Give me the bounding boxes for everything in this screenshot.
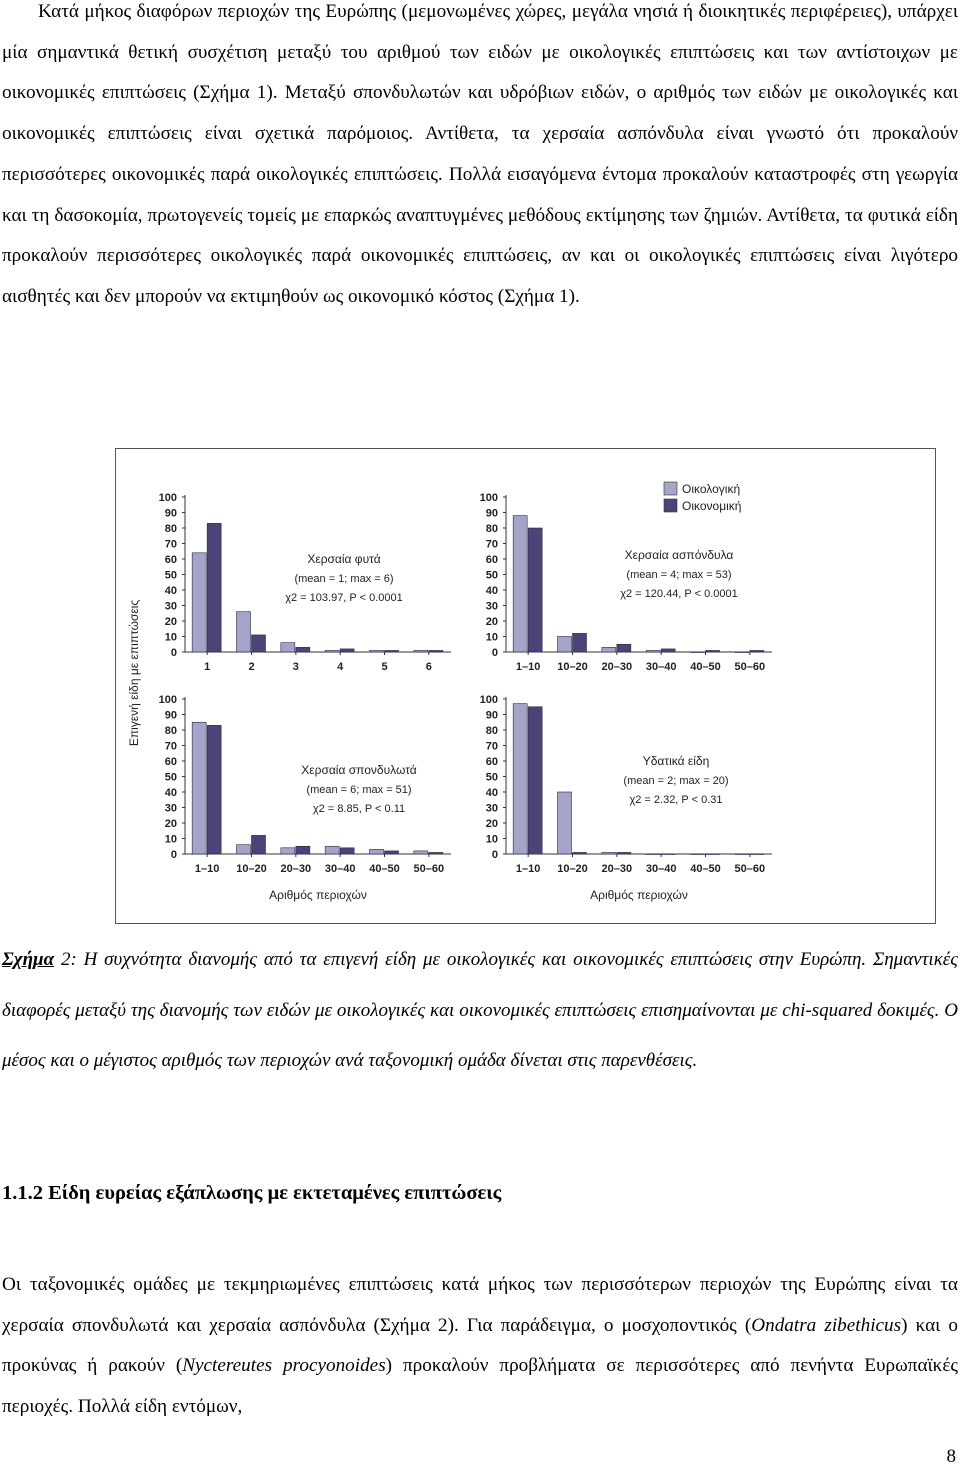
bar-ecological: [513, 704, 527, 854]
bar-ecological: [192, 553, 206, 652]
bar-economic: [252, 635, 266, 652]
y-tick-label: 90: [164, 507, 177, 520]
panel-title: Χερσαία ασπόνδυλα: [624, 548, 734, 562]
x-tick-label: 3: [292, 661, 299, 673]
x-tick-label: 10–20: [236, 863, 267, 875]
x-tick-label: 10–20: [557, 661, 588, 673]
section-text-part-3: ) προκαλούν προβλήματα σε περισσότερες από πενήντα Ευρωπαϊκές περιοχές. Πολλά είδη εντόμων,: [2, 1355, 958, 1418]
bar-economic: [340, 649, 354, 652]
bar-ecological: [370, 849, 384, 854]
y-tick-label: 30: [164, 600, 177, 613]
bar-ecological: [558, 637, 572, 653]
y-tick-label: 100: [479, 492, 498, 504]
y-tick-label: 50: [485, 771, 498, 784]
bar-economic: [429, 852, 443, 854]
y-tick-label: 40: [164, 787, 177, 799]
legend-label-ecological: Οικολογική: [682, 482, 741, 496]
section-text-part-1: Οι ταξονομικές ομάδες με τεκμηριωμένες επιπτώσεις κατά μήκος των περισσότερων περιοχών της Ευρώπης είναι τα χερσαία σπονδυλωτά και χερσαία ασπόνδυλα (Σχήμα 2). Για παράδειγμα, ο μοσχοποντικός (: [2, 1274, 958, 1336]
bar-ecological: [414, 851, 428, 854]
x-tick-label: 40–50: [369, 863, 400, 875]
bar-economic: [617, 644, 631, 652]
y-tick-label: 20: [164, 616, 177, 628]
x-tick-label: 1: [204, 661, 211, 673]
y-tick-label: 80: [485, 523, 498, 535]
bar-ecological: [646, 854, 660, 855]
figure-2: [115, 448, 936, 924]
figure-caption: [2, 935, 958, 1087]
y-tick-label: 90: [164, 709, 177, 722]
panel-stats-chi-squared: χ2 = 120.44, P < 0.0001: [620, 588, 738, 600]
x-tick-label: 2: [248, 661, 255, 673]
y-tick-label: 90: [485, 709, 498, 722]
y-tick-label: 60: [164, 756, 177, 768]
y-tick-label: 60: [485, 756, 498, 768]
x-tick-label: 40–50: [690, 863, 721, 875]
panel-stats-mean-max: (mean = 1; max = 6): [294, 573, 394, 585]
y-tick-label: 40: [164, 585, 177, 597]
x-tick-label: 20–30: [280, 863, 312, 875]
bar-economic: [528, 707, 542, 854]
y-tick-label: 80: [485, 725, 498, 737]
x-tick-label: 50–60: [734, 661, 766, 673]
y-tick-label: 50: [164, 771, 177, 784]
species-name-1: Ondatra zibethicus: [751, 1314, 902, 1336]
bar-economic: [385, 851, 399, 854]
y-tick-label: 70: [485, 740, 498, 753]
x-tick-label: 1–10: [194, 863, 220, 875]
x-tick-label: 10–20: [557, 863, 588, 875]
species-name-2: Nyctereutes procyonoides: [182, 1355, 386, 1377]
bar-economic: [750, 650, 764, 652]
y-tick-label: 100: [479, 694, 498, 706]
bar-ecological: [281, 848, 295, 854]
x-tick-label: 5: [381, 661, 388, 673]
bar-ecological: [237, 845, 251, 854]
y-tick-label: 30: [485, 600, 498, 613]
bar-economic: [661, 854, 675, 855]
panel-stats-mean-max: (mean = 4; max = 53): [626, 569, 732, 581]
x-tick-label: 6: [425, 661, 432, 673]
y-tick-label: 40: [485, 787, 498, 799]
bar-economic: [573, 852, 587, 854]
bar-ecological: [325, 846, 339, 854]
section-paragraph: [2, 1265, 958, 1428]
bar-economic: [706, 854, 720, 855]
y-tick-label: 80: [164, 523, 177, 535]
x-axis-label: Αριθμός περιοχών: [590, 888, 688, 902]
y-tick-label: 70: [164, 740, 177, 753]
panel-stats-chi-squared: χ2 = 8.85, P < 0.11: [312, 803, 406, 815]
bar-economic: [429, 650, 443, 652]
y-tick-label: 0: [170, 647, 177, 659]
intro-paragraph: Κατά μήκος διαφόρων περιοχών της Ευρώπης (μεμονωμένες χώρες, μεγάλα νησιά ή διοικητικές περιφέρειες), υπάρχει μία σημαντικά θετική συσχέτιση μεταξύ του αριθμού των ειδών με οικολογικές επιπτώσεις και των αντίστοιχων με οικονομικές επιπτώσεις (Σχήμα 1). Μεταξύ σπονδυλωτών και υδρόβιων ειδών, ο αριθμός των ειδών με οικολογικές και οικονομικές επιπτώσεις είναι σχετικά παρόμοιος. Αντίθετα, τα χερσαία ασπόνδυλα είναι γνωστό ότι προκαλούν περισσότερες οικονομικές παρά οικολογικές επιπτώσεις. Πολλά εισαγόμενα έντομα προκαλούν καταστροφές στη γεωργία και τη δασοκομία, πρωτογενείς τομείς με επαρκώς αναπτυγμένες μεθόδους εκτίμησης των ζημιών. Αντίθετα, τα φυτικά είδη προκαλούν περισσότερες οικολογικές παρά οικονομικές επιπτώσεις, αν και οι οικολογικές επιπτώσεις είναι λιγότερο αισθητές και δεν μπορούν να εκτιμηθούν ως οικονομικό κόστος (Σχήμα 1).: [2, 1, 958, 307]
bar-economic: [573, 633, 587, 652]
x-tick-label: 1–10: [515, 863, 541, 875]
y-tick-label: 10: [164, 631, 177, 644]
legend-swatch-ecological: [664, 482, 677, 495]
y-tick-label: 50: [485, 569, 498, 582]
section-heading: 1.1.2 Είδη ευρείας εξάπλωσης με εκτεταμένες επιπτώσεις: [2, 1182, 502, 1204]
panel-stats-mean-max: (mean = 6; max = 51): [306, 784, 412, 796]
y-tick-label: 90: [485, 507, 498, 520]
legend-swatch-economic: [664, 499, 677, 512]
x-tick-label: 30–40: [645, 661, 677, 673]
bar-ecological: [192, 722, 206, 854]
y-tick-label: 100: [158, 492, 177, 504]
bar-economic: [296, 846, 310, 854]
page-number: 8: [946, 1446, 956, 1467]
x-tick-label: 4: [337, 661, 344, 673]
y-tick-label: 60: [164, 554, 177, 566]
bar-economic: [207, 523, 221, 652]
bar-economic: [252, 835, 266, 854]
y-tick-label: 50: [164, 569, 177, 582]
panel-stats-chi-squared: χ2 = 2.32, P < 0.31: [629, 794, 723, 806]
x-tick-label: 20–30: [601, 863, 633, 875]
section-text-part-2: ) και ο προκύνας ή ρακούν (: [2, 1314, 958, 1377]
x-tick-label: 30–40: [324, 863, 356, 875]
y-tick-label: 0: [170, 849, 177, 861]
panel-title: Υδατικά είδη: [642, 754, 710, 768]
y-tick-label: 40: [485, 585, 498, 597]
figure-2-chart: [116, 449, 937, 925]
y-tick-label: 20: [485, 616, 498, 628]
y-tick-label: 70: [164, 538, 177, 551]
bar-economic: [617, 852, 631, 854]
y-tick-label: 0: [491, 849, 498, 861]
bar-ecological: [325, 650, 339, 652]
y-tick-label: 30: [164, 802, 177, 815]
x-tick-label: 20–30: [601, 661, 633, 673]
bar-ecological: [691, 854, 705, 855]
y-tick-label: 100: [158, 694, 177, 706]
bar-ecological: [513, 516, 527, 652]
bar-ecological: [558, 792, 572, 854]
bar-ecological: [414, 650, 428, 652]
bar-economic: [750, 854, 764, 855]
panel-stats-mean-max: (mean = 2; max = 20): [623, 775, 729, 787]
x-axis-label: Αριθμός περιοχών: [269, 888, 367, 902]
x-tick-label: 1–10: [515, 661, 541, 673]
y-tick-label: 10: [164, 833, 177, 846]
caption-label: Σχήμα: [2, 949, 55, 970]
bar-economic: [661, 649, 675, 652]
y-tick-label: 20: [485, 818, 498, 830]
bar-ecological: [370, 650, 384, 652]
bar-economic: [207, 725, 221, 854]
x-tick-label: 50–60: [734, 863, 766, 875]
bar-economic: [385, 650, 399, 652]
bar-ecological: [281, 643, 295, 652]
y-tick-label: 30: [485, 802, 498, 815]
panel-title: Χερσαία φυτά: [307, 552, 381, 566]
bar-economic: [528, 528, 542, 652]
legend-label-economic: Οικονομική: [682, 499, 742, 513]
bar-ecological: [602, 852, 616, 854]
y-tick-label: 10: [485, 833, 498, 846]
bar-economic: [296, 647, 310, 652]
bar-economic: [706, 650, 720, 652]
x-tick-label: 50–60: [413, 863, 445, 875]
y-tick-label: 10: [485, 631, 498, 644]
caption-number: 2: [60, 949, 71, 970]
x-tick-label: 40–50: [690, 661, 721, 673]
y-tick-label: 70: [485, 538, 498, 551]
bar-ecological: [646, 650, 660, 652]
y-axis-label: Επιγενή είδη με επιπτώσεις: [127, 599, 141, 747]
x-tick-label: 30–40: [645, 863, 677, 875]
y-tick-label: 0: [491, 647, 498, 659]
bar-economic: [340, 848, 354, 854]
bar-ecological: [691, 652, 705, 653]
panel-title: Χερσαία σπονδυλωτά: [301, 763, 417, 777]
bar-ecological: [602, 647, 616, 652]
bar-ecological: [237, 612, 251, 652]
y-tick-label: 20: [164, 818, 177, 830]
caption-text: : Η συχνότητα διανομής από τα επιγενή είδη με οικολογικές και οικονομικές επιπτώσεις στην Ευρώπη. Σημαντικές διαφορές μεταξύ της διανομής των ειδών με οικολογικές και οικονομικές επιπτώσεις επισημαίνονται με chi-squared δοκιμές. Ο μέσος και ο μέγιστος αριθμός των περιοχών ανά ταξονομική ομάδα δίνεται στις παρενθέσεις.: [2, 949, 959, 1071]
y-tick-label: 60: [485, 554, 498, 566]
panel-stats-chi-squared: χ2 = 103.97, P < 0.0001: [285, 592, 403, 604]
bar-ecological: [735, 854, 749, 855]
bar-ecological: [735, 652, 749, 653]
y-tick-label: 80: [164, 725, 177, 737]
